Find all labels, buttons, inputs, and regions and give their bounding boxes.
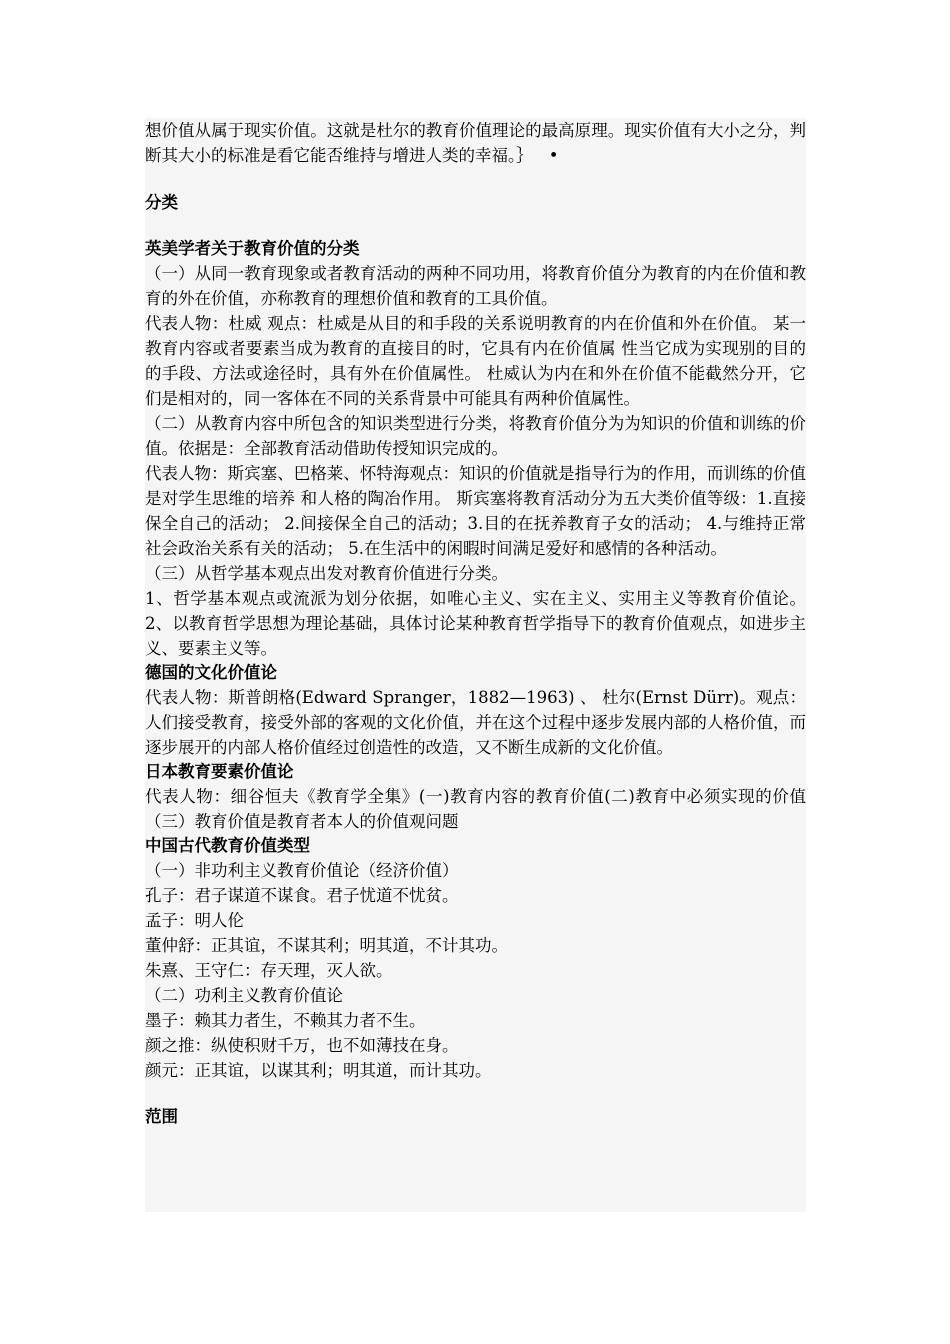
section-title-scope: 范围	[145, 1107, 178, 1126]
paragraph: 代表人物：杜威 观点：杜威是从目的和手段的关系说明教育的内在价值和外在价值。 某一教育内容或者要素当成为教育的直接目的时，它具有内在价值属 性当它成为实现别的目的的手段、方法或途径时，具有外在价值属性。 杜威认为内在和外在价值不能截然分开，它们是相对的，同一客体在不同的关系背景中可能具有两种价值属性。	[145, 314, 806, 408]
paragraph: （二）从教育内容中所包含的知识类型进行分类，将教育价值分为为知识的价值和训练的价值。依据是：全部教育活动借助传授知识完成的。	[145, 414, 806, 458]
heading-japanese: 日本教育要素价值论	[145, 762, 294, 781]
heading-chinese: 中国古代教育价值类型	[145, 836, 310, 855]
line: 墨子：赖其力者生，不赖其力者不生。	[145, 1011, 426, 1030]
paragraph: 1、哲学基本观点或流派为划分依据，如唯心主义、实在主义、实用主义等教育价值论。2、以教育哲学思想为理论基础，具体讨论某种教育哲学指导下的教育价值观点，如进步主义、要素主义等。	[145, 589, 806, 658]
document-body	[145, 118, 806, 1212]
line: （二）功利主义教育价值论	[145, 986, 343, 1005]
line: 孟子：明人伦	[145, 911, 244, 930]
paragraph: （三）从哲学基本观点出发对教育价值进行分类。	[145, 564, 508, 583]
line: 颜元：正其谊，以谋其利；明其道，而计其功。	[145, 1061, 492, 1080]
line: 颜之推：纵使积财千万，也不如薄技在身。	[145, 1036, 459, 1055]
paragraph: 代表人物：细谷恒夫《教育学全集》(一)教育内容的教育价值(二)教育中必须实现的价值（三）教育价值是教育者本人的价值观问题	[145, 787, 806, 831]
bullet-icon: •	[548, 146, 559, 165]
line: 朱熹、王守仁：存天理，灭人欲。	[145, 961, 393, 980]
paragraph: 代表人物：斯普朗格(Edward Spranger，1882—1963) 、 杜尔(Ernst Dürr)。观点：人们接受教育，接受外部的客观的文化价值，并在这个过程中逐步发展内部的人格价值，而逐步展开的内部人格价值经过创造性的改造，又不断生成新的文化价值。	[145, 688, 806, 757]
line: 孔子：君子谋道不谋食。君子忧道不忧贫。	[145, 886, 459, 905]
paragraph: 代表人物：斯宾塞、巴格莱、怀特海观点：知识的价值就是指导行为的作用，而训练的价值是对学生思维的培养 和人格的陶冶作用。 斯宾塞将教育活动分为五大类价值等级：1.直接保全自己的活动； 2.间接保全自己的活动；3.目的在抚养教育子女的活动； 4.与维持正常社会政治关系有关的活动； 5.在生活中的闲暇时间满足爱好和感情的各种活动。	[145, 464, 806, 558]
line: 董仲舒：正其谊，不谋其利；明其道，不计其功。	[145, 936, 508, 955]
section-title-classification: 分类	[145, 193, 178, 212]
intro-text: 想价值从属于现实价值。这就是杜尔的教育价值理论的最高原理。现实价值有大小之分，判断其大小的标准是看它能否维持与增进人类的幸福。｝	[145, 121, 806, 165]
line: （一）非功利主义教育价值论（经济价值）	[145, 861, 459, 880]
intro-paragraph	[145, 118, 806, 168]
heading-german: 德国的文化价值论	[145, 663, 277, 682]
paragraph: （一）从同一教育现象或者教育活动的两种不同功用，将教育价值分为教育的内在价值和教育的外在价值，亦称教育的理想价值和教育的工具价值。	[145, 264, 806, 308]
heading-anglo-american: 英美学者关于教育价值的分类	[145, 239, 360, 258]
